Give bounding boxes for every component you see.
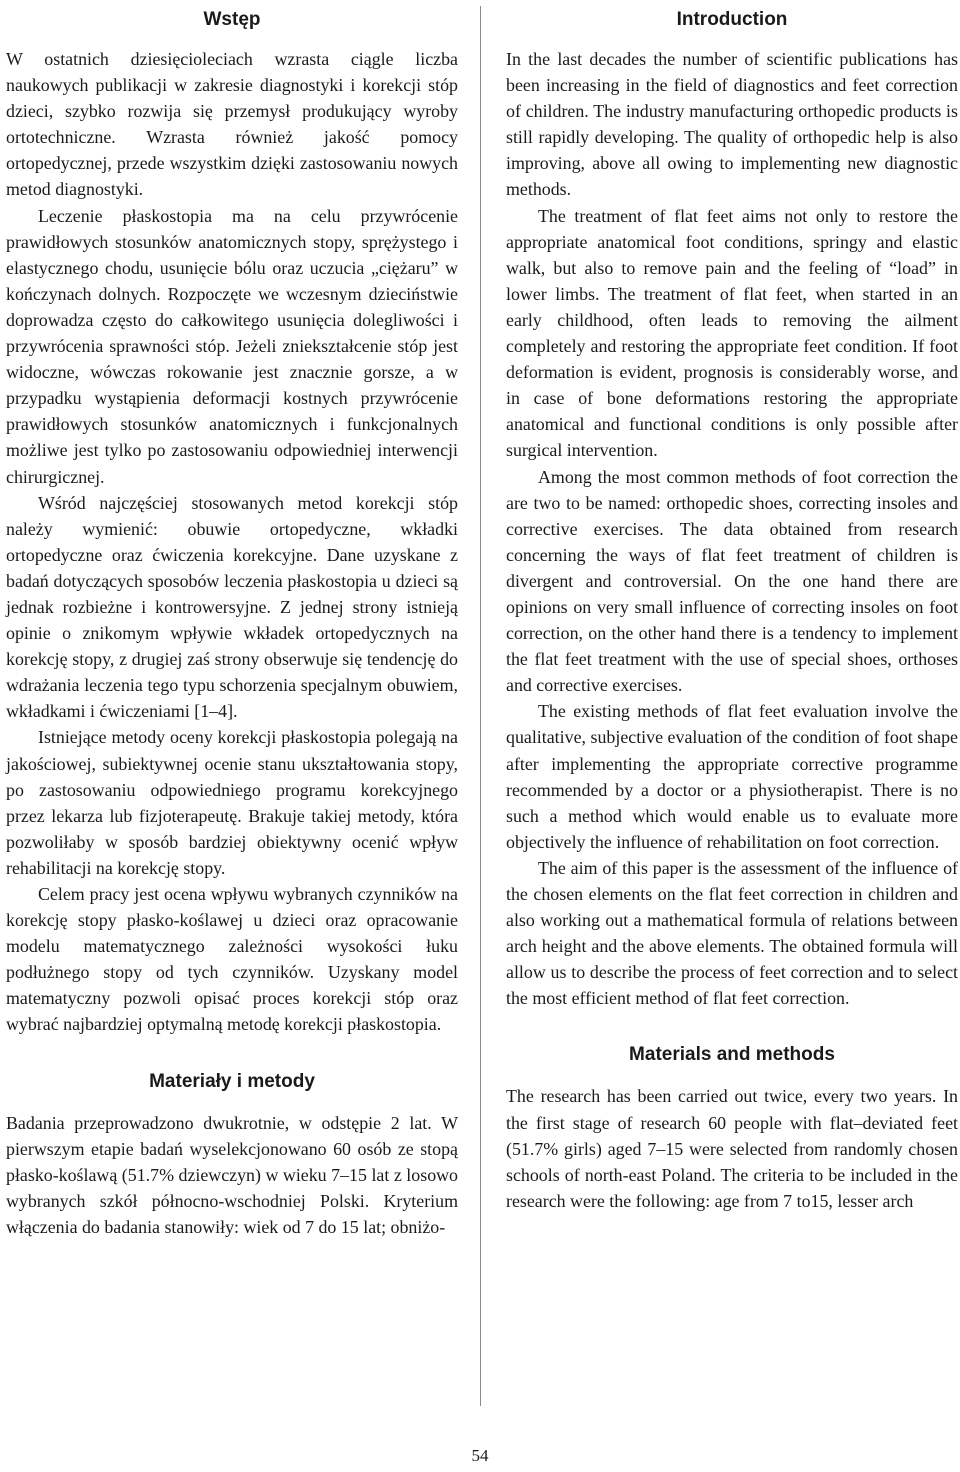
section-heading-introduction: Introduction [676,9,788,30]
paragraph: W ostatnich dziesięcioleciach wzrasta ciągle liczba naukowych publikacji w zakresie diagnostyki i korekcji stóp dzieci, szybko rozwija się przemysł produkujący wyroby ortotechniczne. Wzrasta również jakość pomocy ortopedycznej, przede wszystkim dzięki zastosowaniu nowych metod diagnostyki. [6,49,458,200]
column-divider [480,6,481,1406]
section-heading-materials: Materials and methods [629,1044,835,1066]
section-heading-materialy: Materiały i metody [149,1070,315,1092]
paragraph: Wśród najczęściej stosowanych metod korekcji stóp należy wymienić: obuwie ortopedyczne, wkładki ortopedyczne oraz ćwiczenia korekcyjne. Dane uzyskane z badań dotyczących sposobów leczenia płaskostopia u dzieci są jednak rozbieżne i kontrowersyjne. Z jednej strony istnieją opinie o znikomym wpływie wkładek ortopedycznych na korekcję stopy, z drugiej zaś strony obserwuje się tendencję do wdrażania leczenia tego typu schorzenia specjalnym obuwiem, wkładkami i ćwiczeniami [1–4]. [6,492,458,722]
page-number: 54 [471,1446,489,1465]
paragraph: Among the most common methods of foot correction the are two to be named: orthopedic shoes, correcting insoles and corrective exercises. The data obtained from research concerning the ways of flat feet treatment of children is divergent and controversial. On the one hand there are opinions on very small influence of correcting insoles on foot correction, on the other hand there is a tendency to implement the flat feet treatment with the use of special shoes, orthoses and corrective exercises. [506,466,958,696]
paragraph: Celem pracy jest ocena wpływu wybranych czynników na korekcję stopy płasko-koślawej u dzieci oraz opracowanie modelu matematycznego zależności wysokości łuku podłużnego stopy od tych czynników. Uzyskany model matematyczny pozwoli opisać proces korekcji stóp oraz wybrać najbardziej optymalną metodę korekcji płaskostopia. [6,884,458,1035]
paragraph: Istniejące metody oceny korekcji płaskostopia polegają na jakościowej, subiektywnej ocenie stanu ukształtowania stopy, po zastosowaniu odpowiedniego programu korekcyjnego przez lekarza lub fizjoterapeutę. Brakuje takiej metody, która pozwoliłaby w sposób bardziej obiektywny ocenić wpływ rehabilitacji na korekcję stopy. [6,727,458,878]
section-heading-wstep: Wstęp [203,9,261,30]
paragraph: The treatment of flat feet aims not only to restore the appropriate anatomical foot conditions, springy and elastic walk, but also to remove pain and the feeling of “load” in lower limbs. The treatment of flat feet, when started in an early childhood, often leads to removing the ailment completely and restoring the appropriate feet condition. If foot deformation is evident, prognosis is considerably worse, and in case of bone deformations restoring the appropriate anatomical and functional conditions is only possible after surgical intervention. [506,205,958,461]
paragraph: The research has been carried out twice, every two years. In the first stage of research 60 people with flat–deviated feet (51.7% girls) aged 7–15 were selected from randomly chosen schools of north-east Poland. The criteria to be included in the research were the following: age from 7 to15, lesser arch [506,1086,958,1211]
paragraph: Badania przeprowadzono dwukrotnie, w odstępie 2 lat. W pierwszym etapie badań wyselekcjonowano 60 osób ze stopą płasko-koślawą (51.7% dziewczyn) w wieku 7–15 lat z losowo wybranych szkół północno-wschodniej Polski. Kryterium włączenia do badania stanowiły: wiek od 7 do 15 lat; obniżo- [6,1112,458,1237]
english-column [506,8,958,1214]
paragraph: In the last decades the number of scientific publications has been increasing in the field of diagnostics and feet correction of children. The industry manufacturing orthopedic products is still rapidly developing. The quality of orthopedic help is also improving, above all owing to implementing new diagnostic methods. [506,49,958,200]
polish-column [6,8,458,1240]
paragraph: The aim of this paper is the assessment of the influence of the chosen elements on the flat feet correction in children and also working out a mathematical formula of relations between arch height and the above elements. The obtained formula will allow us to describe the process of feet correction and to select the most efficient method of flat feet correction. [506,857,958,1009]
paragraph: The existing methods of flat feet evaluation involve the qualitative, subjective evaluation of the condition of foot shape after implementing the appropriate corrective programme recommended by a doctor or a physiotherapist. There is no such a method which would enable us to evaluate more objectively the influence of rehabilitation on foot correction. [506,701,958,852]
paragraph: Leczenie płaskostopia ma na celu przywrócenie prawidłowych stosunków anatomicznych stopy, sprężystego i elastycznego chodu, usunięcie bólu oraz uczucia „ciężaru” w kończynach dolnych. Rozpoczęte we wczesnym dzieciństwie doprowadza często do całkowitego usunięcia dolegliwości i przywrócenia sprawności stóp. Jeżeli zniekształcenie stóp jest widoczne, wówczas rokowanie jest znacznie gorsze, a w przypadku wystąpienia deformacji kostnych przywrócenie prawidłowych stosunków anatomicznych i funkcjonalnych możliwe jest tylko po zastosowaniu odpowiedniej interwencji chirurgicznej. [6,205,458,487]
